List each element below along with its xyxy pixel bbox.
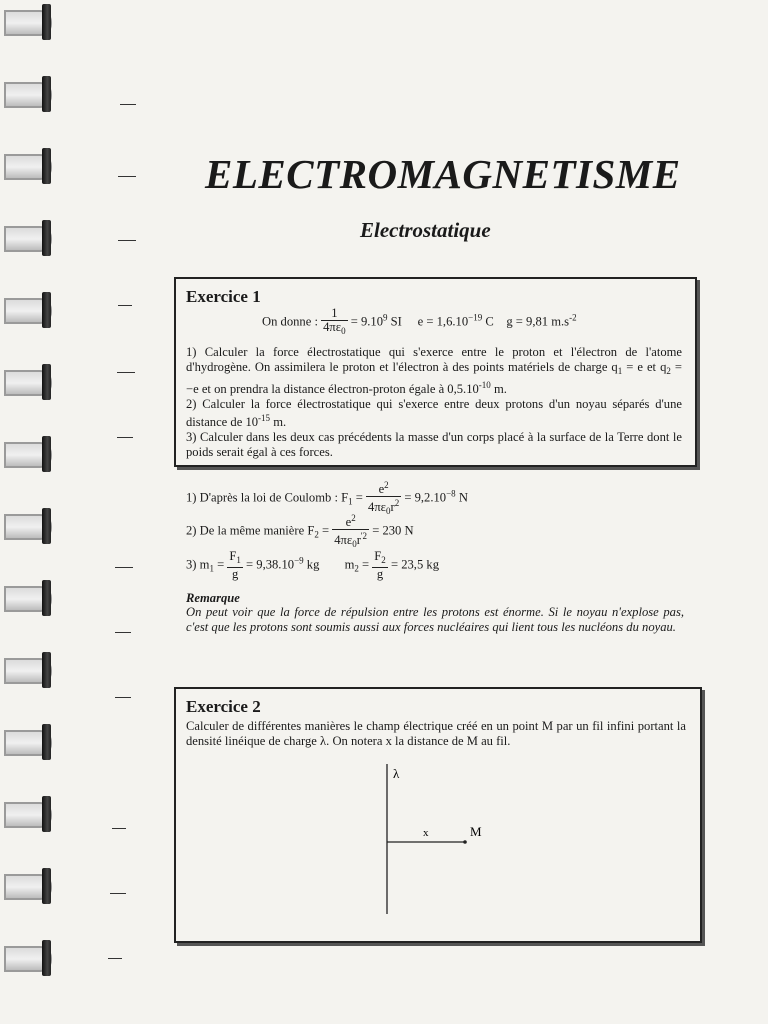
- wire-figure: [360, 758, 500, 918]
- exercise-1-questions: [186, 345, 682, 459]
- binding-ring: [4, 4, 54, 40]
- lambda-label: λ: [393, 766, 400, 781]
- binding-ring: [4, 940, 54, 976]
- binding-ring: [4, 436, 54, 472]
- binding-ring: [4, 76, 54, 112]
- exercise-1-given: On donne : $\frac{1}{4\pi\varepsilon_0}$ = $9.10^9$ SI $e = 1,6.10^{-19}$ C g = 9,81 $m.s^{-2}$: [262, 306, 577, 336]
- x-label: x: [423, 827, 429, 839]
- binding-ring: [4, 796, 54, 832]
- page-title: ELECTROMAGNETISME: [205, 151, 681, 197]
- answer-2: 2) De la même manière $F_2$ = $\frac{e^2}{4\pi\varepsilon_0r^{'2}}$ = 230 N: [186, 513, 414, 549]
- question-1: 1) Calculer la force électrostatique qui s'exerce entre le proton et l'électron de l'atome d'hydrogène. On assimilera le proton et l'électron à des points matériels de charge $q_1 = e$ et $q_2 = -e$ et on prendra la distance électron-proton égale à $0,5.10^{-10}$ m.: [186, 345, 682, 397]
- binding-ring: [4, 724, 54, 760]
- question-2: 2) Calculer la force électrostatique qui s'exerce entre deux protons d'un noyau séparés d'une distance de $10^{-15}$ m.: [186, 396, 682, 430]
- binding-ring: [4, 292, 54, 328]
- given-fraction: $\frac{1}{4\pi\varepsilon_0}$: [323, 306, 346, 336]
- binding-ring: [4, 148, 54, 184]
- exercise-1-heading: Exercice 1: [186, 287, 261, 306]
- point-m: [463, 840, 467, 844]
- answer-3: 3) $m_1$ = $\frac{F_1}{g}$ = $9,38.10^{-9}$ kg $m_2$ = $\frac{F_2}{g}$ = 23,5 kg: [186, 549, 439, 581]
- page-subtitle: Electrostatique: [360, 218, 491, 242]
- binding-ring: [4, 868, 54, 904]
- binding-ring: [4, 364, 54, 400]
- answer-1: 1) D'après la loi de Coulomb : $F_1$ = $\frac{e^2}{4\pi\varepsilon_0r^2}$ = $9,2.10^{-8}$ N: [186, 480, 468, 516]
- binding-ring: [4, 220, 54, 256]
- exercise-2-heading: Exercice 2: [186, 697, 261, 716]
- binding-ring: [4, 508, 54, 544]
- binding-ring: [4, 652, 54, 688]
- binding-ring: [4, 580, 54, 616]
- remark-text: On peut voir que la force de répulsion entre les protons est énorme. Si le noyau n'explose pas, c'est que les protons sont soumis aussi aux forces nucléaires qui lient tous les nucléons du noyau.: [186, 605, 684, 634]
- spiral-binding: [0, 0, 60, 1024]
- exercise-2-text: Calculer de différentes manières le champ électrique créé en un point M par un fil infini portant la densité linéique de charge λ. On notera x la distance de M au fil.: [186, 719, 686, 748]
- m-label: M: [470, 824, 482, 839]
- remark-heading: Remarque: [186, 591, 240, 605]
- question-3: 3) Calculer dans les deux cas précédents la masse d'un corps placé à la surface de la Terre dont le poids serait égal à ces forces.: [186, 429, 682, 459]
